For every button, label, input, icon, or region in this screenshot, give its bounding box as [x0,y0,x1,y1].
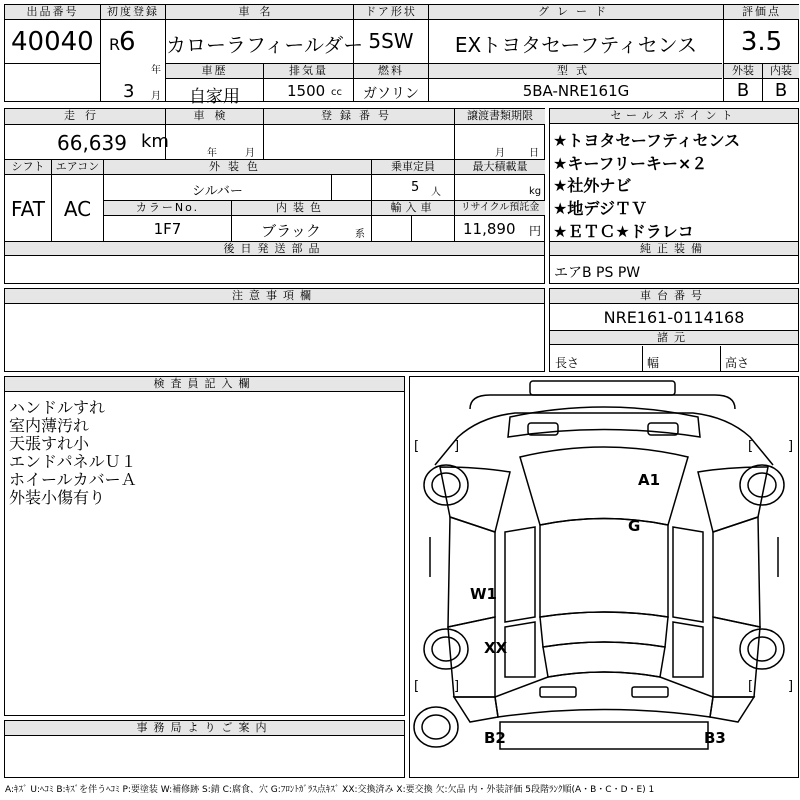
lot-number: 40040 [11,27,94,57]
fuel: ガソリン [363,86,419,102]
inspector-note-2: 室内薄汚れ [9,416,90,435]
transfer-day-unit: 日 [529,148,539,159]
divider [411,215,412,241]
office-section [4,720,405,778]
length-label: 長さ [555,356,580,370]
fuel-label: 燃料 [354,64,428,78]
transfer-label: 譲渡書類期限 [455,109,545,124]
capacity-label: 乗車定員 [372,160,454,174]
genuine-equipment: エアB PS PW [554,265,641,281]
header-section [4,4,799,107]
bracket-right-rear-r: ] [788,679,794,694]
mileage-label: 走行 [5,109,165,124]
int-score-label: 内装 [763,64,799,78]
damage-mark-b2: B2 [484,729,506,747]
import-label: 輸入車 [372,201,454,215]
ac: AC [63,197,92,221]
divider [5,63,100,64]
inspector-note-1: ハンドルすれ [9,398,106,417]
era: R [109,35,121,54]
notes-section [4,288,545,372]
selling-points-section [549,108,799,284]
specs-section [4,108,545,284]
divider [720,346,721,371]
int-color-unit: 系 [355,229,365,240]
grade-label: グレード [429,5,723,20]
car-name-label: 車名 [166,5,353,20]
damage-mark-a1: A1 [638,471,661,489]
selling-point-2: ★キーフリーキー×２ [553,154,708,173]
inspector-note-5: ホイールカバーＡ [9,470,137,489]
month-unit: 月 [151,91,161,102]
reg-month: 3 [123,81,135,102]
divider [5,174,544,175]
door-type: 5SW [368,29,414,53]
displacement: 1500 [287,82,326,100]
divider [642,346,643,371]
notes-label: 注意事項欄 [5,289,544,304]
chassis-label: 車台番号 [550,289,798,304]
legend: A:ｷｽﾞ U:ﾍｺﾐ B:ｷｽﾞを伴うﾍｺﾐ P:要塗装 W:補修跡 S:錆 C:腐食、穴 G:ﾌﾛﾝﾄｶﾞﾗｽ点ｷｽﾞ XX:交換済み X:要交換 欠:欠品 内・外装評価 5段階ﾗﾝｸ順(A・B・C・D・E) 1 [5,785,655,795]
ac-label: エアコン [52,160,103,174]
bracket-right-front: ] [454,439,460,454]
first-reg-label: 初度登録 [101,5,165,20]
inspection-month-unit: 月 [245,148,255,159]
reg-year: 6 [119,27,136,57]
displacement-label: 排気量 [264,64,353,78]
selling-point-4: ★地デジＴＶ [553,199,648,218]
model-label: 型式 [429,64,723,78]
chassis-section [549,288,799,372]
recycle-fee: 11,890 [463,220,516,238]
selling-point-5: ★ＥＴＣ★ドラレコ [553,222,694,241]
recycle-label: リサイクル預託金 [455,201,545,215]
color-no: 1F7 [153,220,182,238]
height-label: 高さ [725,356,750,370]
selling-point-1: ★トヨタセーフティセンス [553,131,741,150]
inspector-section [4,376,405,716]
car-name: カローラフィールダー [166,33,364,57]
year-unit: 年 [151,65,161,76]
damage-mark-b3: B3 [704,729,726,747]
car-diagram-drawing [410,377,798,777]
mileage: 66,639 [57,131,127,155]
damage-mark-w1: W1 [470,585,497,603]
history: 自家用 [189,87,240,107]
selling-point-3: ★社外ナビ [553,176,632,195]
max-load-label: 最大積載量 [455,160,545,174]
width-label: 幅 [647,356,660,370]
mileage-unit: km [141,131,169,152]
ext-color-label: 外装色 [104,160,371,174]
lot-no-label: 出品番号 [5,5,100,20]
recycle-unit: 円 [529,224,542,238]
ext-color: シルバー [192,184,243,199]
max-load-unit: kg [529,186,542,197]
score-label: 評価点 [724,5,799,20]
damage-mark-xx: XX [484,639,508,657]
int-color-label: 内装色 [232,201,371,215]
int-score: B [774,80,788,101]
ext-score-label: 外装 [724,64,762,78]
inspection-year-unit: 年 [207,148,217,159]
color-no-label: カラーNo. [104,201,231,215]
divider [331,174,332,200]
bracket-left-front: [ [414,439,420,454]
office-label: 事務局よりご案内 [5,721,404,736]
inspector-note-6: 外装小傷有り [9,488,106,507]
inspector-label: 検査員記入欄 [5,377,404,392]
divider [103,215,544,216]
divider [165,78,722,79]
car-diagram [409,376,799,778]
history-label: 車歴 [166,64,263,78]
damage-mark-g: G [628,517,641,535]
ext-score: B [736,80,750,101]
model-code: 5BA-NRE161G [522,82,630,100]
shift-label: シフト [5,160,51,174]
shift: FAT [10,197,45,221]
door-label: ドア形状 [354,5,428,20]
genuine-equipment-label: 純正装備 [550,242,798,256]
score: 3.5 [740,27,783,57]
inspection-label: 車検 [166,109,263,124]
divider [5,124,544,125]
capacity-unit: 人 [431,187,441,198]
bracket-right-front-r: ] [788,439,794,454]
bracket-left-front-r: [ [748,439,754,454]
bracket-left-rear-r: [ [748,679,754,694]
divider [723,78,798,79]
selling-points-label: セールスポイント [550,109,798,124]
capacity: 5 [411,180,420,195]
bracket-left-rear: [ [414,679,420,694]
displacement-unit: cc [331,87,342,98]
dims-label: 諸元 [550,331,798,345]
inspector-note-4: エンドパネルＵ１ [9,452,137,471]
inspector-note-3: 天張すれ小 [9,434,90,453]
int-color: ブラック [261,222,321,240]
chassis-number: NRE161-0114168 [603,308,745,327]
later-parts-label: 後日発送部品 [5,242,544,256]
reg-no-label: 登録番号 [264,109,454,124]
bracket-right-rear: ] [454,679,460,694]
grade: EXトヨタセーフティセンス [454,33,698,57]
transfer-month-unit: 月 [495,148,505,159]
